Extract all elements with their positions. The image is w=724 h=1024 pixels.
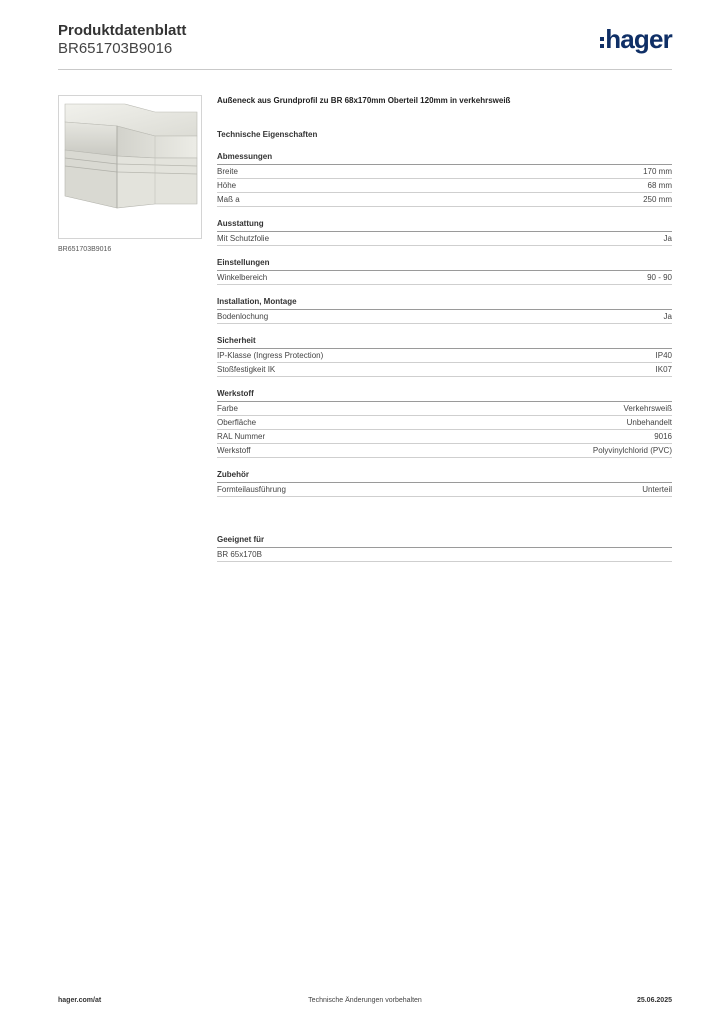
- row-label: Mit Schutzfolie: [217, 234, 270, 243]
- row-label: Werkstoff: [217, 446, 251, 455]
- footer-date: 25.06.2025: [636, 997, 672, 1004]
- section-title: Geeignet für: [217, 535, 672, 548]
- row-label: Breite: [217, 167, 238, 176]
- table-row: [217, 349, 672, 363]
- section-einstellungen: [217, 258, 672, 285]
- row-value: 90 - 90: [647, 273, 672, 282]
- row-label: Bodenlochung: [217, 312, 269, 321]
- image-caption: BR651703B9016: [58, 246, 112, 253]
- table-row: [217, 232, 672, 246]
- document-header: [58, 22, 672, 70]
- section-title: Installation, Montage: [217, 297, 672, 310]
- row-value: Verkehrsweiß: [623, 404, 672, 413]
- section-title: Werkstoff: [217, 389, 672, 402]
- table-row: [217, 193, 672, 207]
- row-value: Unterteil: [642, 485, 672, 494]
- section-geeignet-fuer: [217, 535, 672, 562]
- row-value: 170 mm: [643, 167, 672, 176]
- hager-logo: [600, 26, 672, 52]
- table-row: [217, 179, 672, 193]
- row-value: Ja: [663, 234, 672, 243]
- section-title: Zubehör: [217, 470, 672, 483]
- row-label: IP-Klasse (Ingress Protection): [217, 351, 324, 360]
- table-row: [217, 483, 672, 497]
- logo-text: hager: [605, 24, 672, 54]
- row-label: Oberfläche: [217, 418, 257, 427]
- section-title: Ausstattung: [217, 219, 672, 232]
- row-value: 250 mm: [643, 195, 672, 204]
- product-description: Außeneck aus Grundprofil zu BR 68x170mm Oberteil 120mm in verkehrsweiß: [217, 96, 511, 105]
- technical-properties-heading: Technische Eigenschaften: [217, 130, 318, 139]
- document-footer: [58, 997, 672, 1009]
- section-title: Einstellungen: [217, 258, 672, 271]
- table-row: [217, 416, 672, 430]
- table-row: [217, 310, 672, 324]
- section-abmessungen: [217, 152, 672, 207]
- table-row: [217, 402, 672, 416]
- document-subtitle: BR651703B9016: [58, 40, 173, 57]
- footer-website: hager.com/at: [58, 997, 102, 1004]
- product-image: [58, 95, 202, 239]
- section-werkstoff: [217, 389, 672, 458]
- footer-notice: Technische Änderungen vorbehalten: [308, 997, 422, 1004]
- row-label: Stoßfestigkeit IK: [217, 365, 276, 374]
- row-label: BR 65x170B: [217, 550, 262, 559]
- logo-dots-icon: [600, 37, 604, 48]
- document-title: Produktdatenblatt: [58, 22, 187, 39]
- row-label: RAL Nummer: [217, 432, 266, 441]
- table-row: [217, 430, 672, 444]
- table-row: [217, 548, 672, 562]
- row-value: 9016: [654, 432, 672, 441]
- row-value: IP40: [655, 351, 672, 360]
- section-title: Abmessungen: [217, 152, 672, 165]
- row-value: Unbehandelt: [626, 418, 672, 427]
- row-label: Farbe: [217, 404, 238, 413]
- section-sicherheit: [217, 336, 672, 377]
- row-value: 68 mm: [647, 181, 672, 190]
- table-row: [217, 165, 672, 179]
- table-row: [217, 444, 672, 458]
- row-label: Maß a: [217, 195, 240, 204]
- section-zubehoer: [217, 470, 672, 497]
- section-ausstattung: [217, 219, 672, 246]
- table-row: [217, 271, 672, 285]
- row-value: IK07: [655, 365, 672, 374]
- table-row: [217, 363, 672, 377]
- section-title: Sicherheit: [217, 336, 672, 349]
- row-label: Formteilausführung: [217, 485, 286, 494]
- row-value: Ja: [663, 312, 672, 321]
- row-label: Höhe: [217, 181, 237, 190]
- product-details: [217, 96, 672, 562]
- section-installation: [217, 297, 672, 324]
- row-label: Winkelbereich: [217, 273, 268, 282]
- row-value: Polyvinylchlorid (PVC): [592, 446, 672, 455]
- corner-duct-icon: [59, 96, 201, 238]
